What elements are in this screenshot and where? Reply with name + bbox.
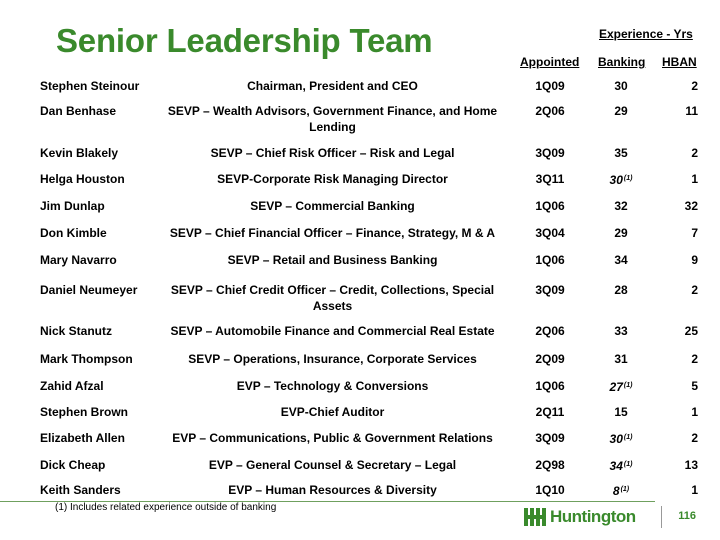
leader-title: SEVP – Chief Financial Officer – Finance, Strategy, M & A (169, 226, 496, 240)
appointed-value: 2Q09 (535, 352, 565, 366)
banking-years (596, 351, 646, 367)
appointed-value: 3Q11 (535, 172, 565, 186)
banking-value: 32 (614, 199, 628, 213)
leader-name: Jim Dunlap (40, 199, 105, 213)
banking-years (596, 323, 646, 339)
leader-name: Kevin Blakely (40, 146, 119, 160)
banking-value: 34 (614, 253, 628, 267)
banking-value: 8 (612, 484, 620, 498)
banking-years (596, 457, 646, 474)
banking-years (596, 378, 646, 395)
leader-title: EVP-Chief Auditor (280, 405, 385, 419)
leader-name: Mary Navarro (40, 253, 117, 267)
leader-name: Elizabeth Allen (40, 431, 125, 445)
page-title: Senior Leadership Team (56, 22, 433, 59)
appointed-value: 3Q09 (535, 431, 565, 445)
banking-years (596, 252, 646, 268)
appointed-value: 3Q09 (535, 146, 565, 160)
hban-years: 11 (685, 104, 698, 118)
hban-years: 2 (691, 79, 698, 93)
leader-title: SEVP – Retail and Business Banking (227, 253, 438, 267)
leader-name: Dick Cheap (40, 458, 106, 472)
column-banking: Banking (598, 55, 646, 69)
banking-years (596, 225, 646, 241)
hban-years: 1 (691, 172, 698, 186)
banking-value: 30 (609, 173, 623, 187)
huntington-logo (524, 506, 636, 528)
banking-years (596, 198, 646, 214)
hban-years: 5 (691, 379, 698, 393)
leader-name: Daniel Neumeyer (40, 283, 138, 297)
footnote: (1) Includes related experience outside of banking (55, 502, 277, 513)
footnote-marker: (1) (623, 461, 633, 468)
banking-value: 29 (614, 104, 628, 118)
leader-title: SEVP – Commercial Banking (250, 199, 415, 213)
banking-value: 35 (614, 146, 628, 160)
leader-name: Nick Stanutz (40, 324, 113, 338)
banking-value: 31 (614, 352, 628, 366)
hban-years: 2 (691, 283, 698, 297)
footnote-marker: (1) (623, 382, 633, 389)
footnote-marker: (1) (623, 175, 633, 182)
appointed-value: 3Q09 (535, 283, 565, 297)
hban-years: 2 (691, 352, 698, 366)
banking-years (596, 430, 646, 447)
leader-title: SEVP – Wealth Advisors, Government Finance, and Home Lending (167, 104, 498, 134)
hban-years: 32 (684, 199, 698, 213)
leader-name: Mark Thompson (40, 352, 133, 366)
leader-title: EVP – Communications, Public & Government Relations (172, 431, 493, 445)
hban-years: 7 (691, 226, 698, 240)
banking-years (596, 171, 646, 188)
leader-title: SEVP – Automobile Finance and Commercial Real Estate (170, 324, 495, 338)
appointed-value: 3Q04 (535, 226, 565, 240)
appointed-value: 2Q06 (535, 324, 565, 338)
appointed-value: 2Q06 (535, 104, 565, 118)
banking-years (596, 404, 646, 420)
leader-name: Helga Houston (40, 172, 125, 186)
banking-value: 28 (614, 283, 628, 297)
hban-years: 9 (691, 253, 698, 267)
leader-title: Chairman, President and CEO (247, 79, 418, 93)
banking-value: 30 (609, 432, 623, 446)
banking-value: 34 (609, 459, 623, 473)
appointed-value: 2Q98 (535, 458, 565, 472)
appointed-value: 1Q06 (535, 379, 565, 393)
appointed-value: 1Q06 (535, 199, 565, 213)
hban-years: 25 (684, 324, 698, 338)
leader-name: Zahid Afzal (40, 379, 104, 393)
banking-value: 15 (614, 405, 628, 419)
column-hban: HBAN (662, 55, 697, 69)
leader-title: SEVP – Chief Risk Officer – Risk and Legal (210, 146, 455, 160)
huntington-logo-icon (524, 508, 546, 526)
logo-text: Huntington (550, 507, 636, 526)
leader-name: Dan Benhase (40, 104, 117, 118)
banking-years (596, 103, 646, 119)
leader-name: Keith Sanders (40, 483, 121, 497)
banking-years (596, 482, 646, 499)
hban-years: 2 (691, 146, 698, 160)
leader-title: EVP – Technology & Conversions (236, 379, 429, 393)
banking-value: 33 (614, 324, 628, 338)
footnote-marker: (1) (620, 486, 630, 493)
leader-title: SEVP – Chief Credit Officer – Credit, Collections, Special Assets (170, 283, 495, 313)
hban-years: 13 (684, 458, 698, 472)
hban-years: 1 (691, 405, 698, 419)
banking-years (596, 145, 646, 161)
hban-years: 2 (691, 431, 698, 445)
leader-title: EVP – Human Resources & Diversity (228, 483, 437, 497)
leader-title: EVP – General Counsel & Secretary – Legal (208, 458, 457, 472)
experience-header: Experience - Yrs (599, 27, 693, 41)
leader-name: Stephen Brown (40, 405, 129, 419)
banking-years (596, 282, 646, 298)
leader-title: SEVP – Operations, Insurance, Corporate Services (188, 352, 477, 366)
footnote-marker: (1) (623, 434, 633, 441)
hban-years: 1 (691, 483, 698, 497)
page-number: 116 (661, 506, 696, 528)
banking-years (596, 78, 646, 94)
appointed-value: 2Q11 (535, 405, 565, 419)
column-appointed: Appointed (520, 55, 580, 69)
appointed-value: 1Q10 (535, 483, 565, 497)
appointed-value: 1Q06 (535, 253, 565, 267)
leader-name: Stephen Steinour (40, 79, 140, 93)
banking-value: 30 (614, 79, 628, 93)
leader-title: SEVP-Corporate Risk Managing Director (217, 172, 448, 186)
appointed-value: 1Q09 (535, 79, 565, 93)
leader-name: Don Kimble (40, 226, 107, 240)
banking-value: 27 (609, 380, 623, 394)
banking-value: 29 (614, 226, 628, 240)
